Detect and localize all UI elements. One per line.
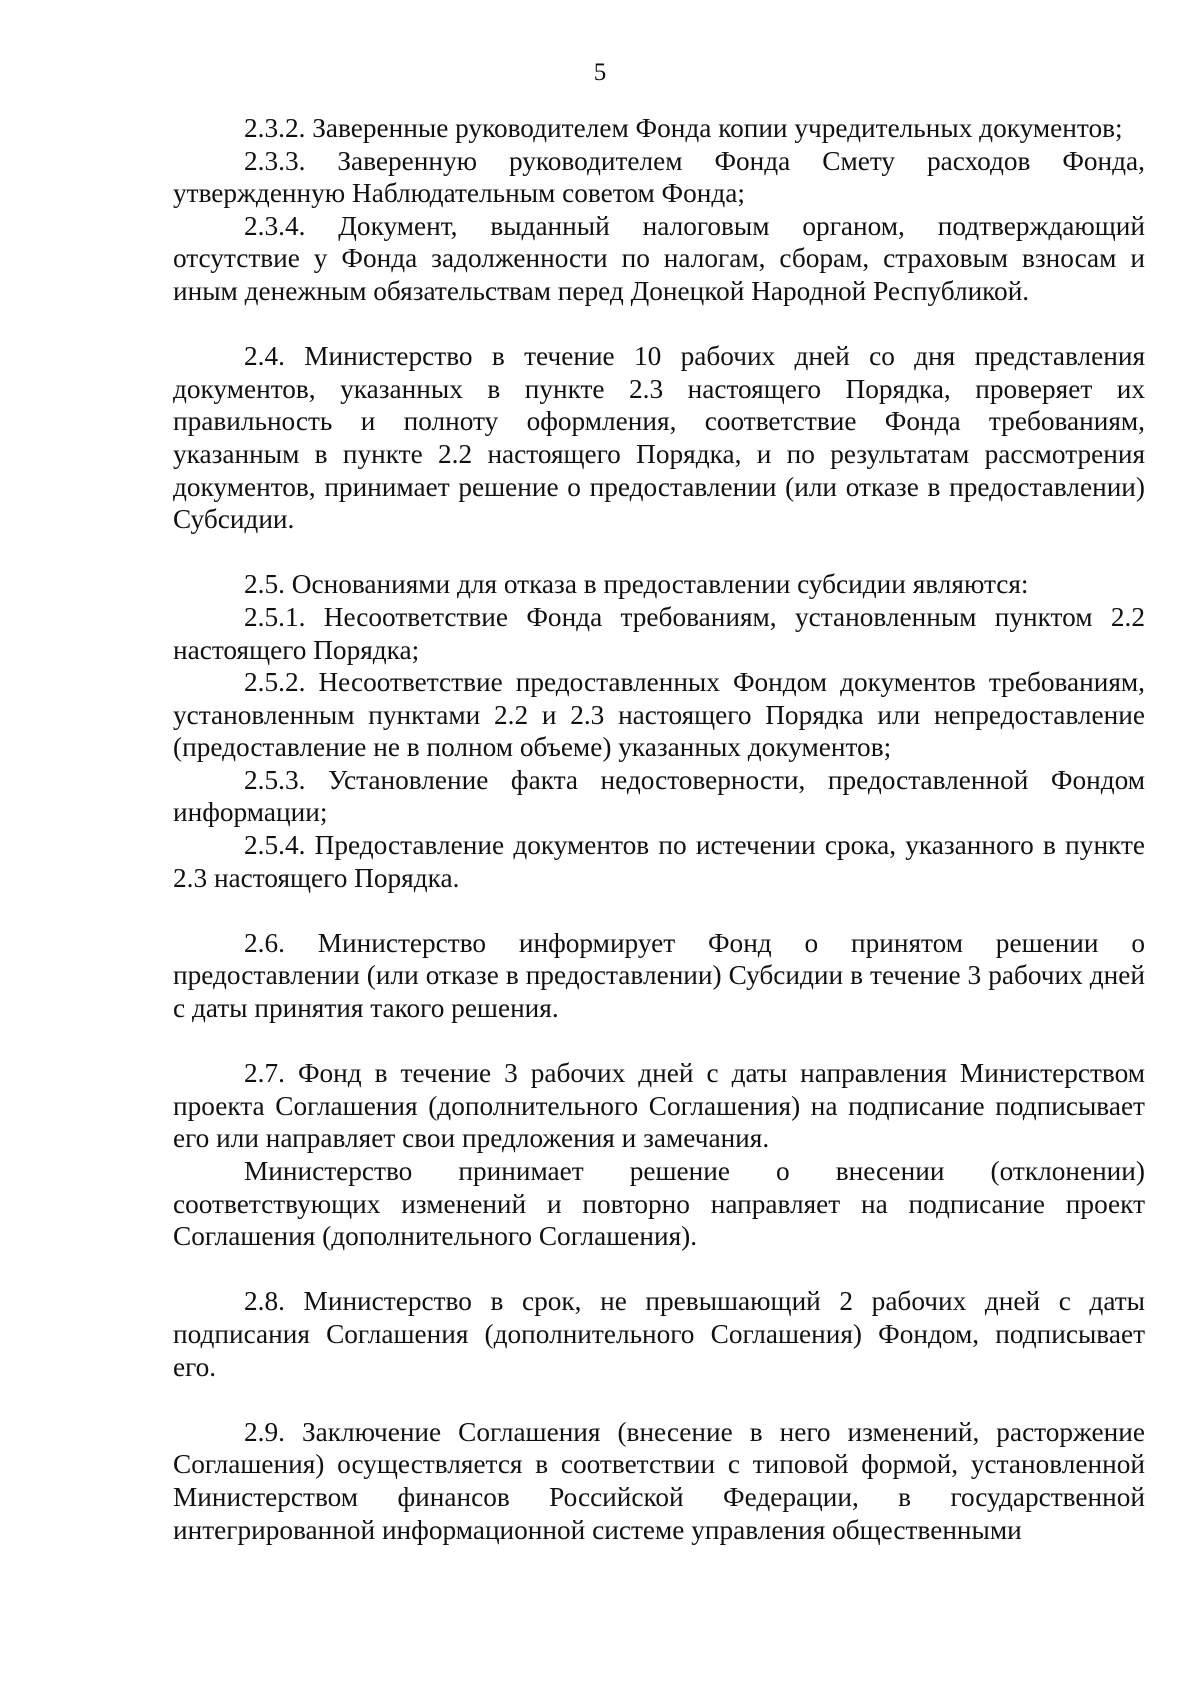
paragraph-2-3-4: 2.3.4. Документ, выданный налоговым органом, подтверждающий отсутствие у Фонда задолженности по налогам, сборам, страховым взносам и иным денежным обязательствам перед Донецкой Народной Республикой.	[173, 210, 1145, 306]
paragraph-2-9: 2.9. Заключение Соглашения (внесение в него изменений, расторжение Соглашения) осуществляется в соответствии с типовой формой, установленной Министерством финансов Российской Федерации, в государственной интегрированной информационной системе управления общественными	[173, 1416, 1145, 1545]
paragraph-2-5: 2.5. Основаниями для отказа в предоставлении субсидии являются:	[244, 569, 1029, 600]
paragraph-2-3-3: 2.3.3. Заверенную руководителем Фонда Смету расходов Фонда, утвержденную Наблюдательным советом Фонда;	[173, 145, 1145, 209]
paragraph-2-5-2: 2.5.2. Несоответствие предоставленных Фондом документов требованиям, установленным пунктами 2.2 и 2.3 настоящего Порядка или непредоставление (предоставление не в полном объеме) указанных документов;	[173, 667, 1145, 763]
paragraph-2-6: 2.6. Министерство информирует Фонд о принятом решении о предоставлении (или отказе в предоставлении) Субсидии в течение 3 рабочих дней с даты принятия такого решения.	[173, 927, 1145, 1024]
paragraph-2-5-3: 2.5.3. Установление факта недостоверности, предоставленной Фондом информации;	[173, 764, 1145, 828]
paragraph-2-3-2: 2.3.2. Заверенные руководителем Фонда копии учредительных документов;	[244, 113, 1123, 143]
document-body	[173, 112, 1145, 1546]
paragraph-2-5-1: 2.5.1. Несоответствие Фонда требованиям, установленным пунктом 2.2 настоящего Порядка;	[173, 601, 1145, 665]
paragraph-2-5-4: 2.5.4. Предоставление документов по истечении срока, указанного в пункте 2.3 настоящего Порядка.	[173, 830, 1145, 893]
paragraph-2-4: 2.4. Министерство в течение 10 рабочих дней со дня представления документов, указанных в пункте 2.3 настоящего Порядка, проверяет их правильность и полноту оформления, соответствие Фонда требованиям, указанным в пункте 2.2 настоящего Порядка, и по результатам рассмотрения документов, принимает решение о предоставлении (или отказе в предоставлении) Субсидии.	[173, 341, 1145, 535]
paragraph-2-8: 2.8. Министерство в срок, не превышающий 2 рабочих дней с даты подписания Соглашения (дополнительного Соглашения) Фондом, подписывает его.	[173, 1286, 1145, 1382]
paragraph-2-7-continued: Министерство принимает решение о внесении (отклонении) соответствующих изменений и повторно направляет на подписание проект Соглашения (дополнительного Соглашения).	[173, 1156, 1145, 1252]
page-number: 5	[593, 59, 607, 86]
paragraph-2-7: 2.7. Фонд в течение 3 рабочих дней с даты направления Министерством проекта Соглашения (дополнительного Соглашения) на подписание подписывает его или направляет свои предложения и замечания.	[173, 1058, 1145, 1154]
